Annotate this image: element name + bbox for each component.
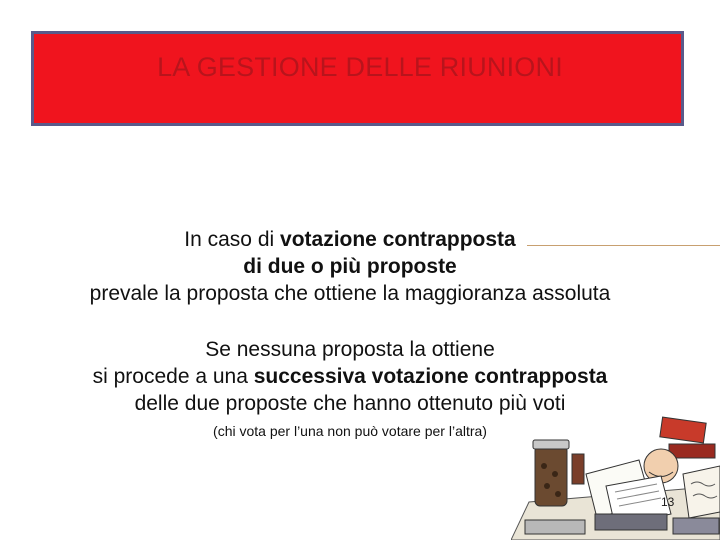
paragraph2-line3: delle due proposte che hanno ottenuto più voti <box>134 392 566 415</box>
footnote: (chi vota per l’una non può votare per l’altra) <box>213 423 487 439</box>
slide-number: 13 <box>661 495 675 509</box>
paragraph-voting-rule <box>0 226 700 307</box>
paragraph1-line3: prevale la proposta che ottiene la maggioranza assoluta <box>89 282 611 305</box>
paragraph1-line1: In caso di votazione contrapposta <box>184 228 516 251</box>
paragraph2-line2: si procede a una successiva votazione contrapposta <box>92 365 608 388</box>
cluttered-desk-clipart <box>511 414 720 540</box>
slide-title: LA GESTIONE DELLE RIUNIONI <box>157 52 563 82</box>
paragraph2-line1: Se nessuna proposta la ottiene <box>205 338 495 361</box>
paragraph-runoff-rule <box>0 336 700 417</box>
paragraph1-line2: di due o più proposte <box>243 255 457 278</box>
